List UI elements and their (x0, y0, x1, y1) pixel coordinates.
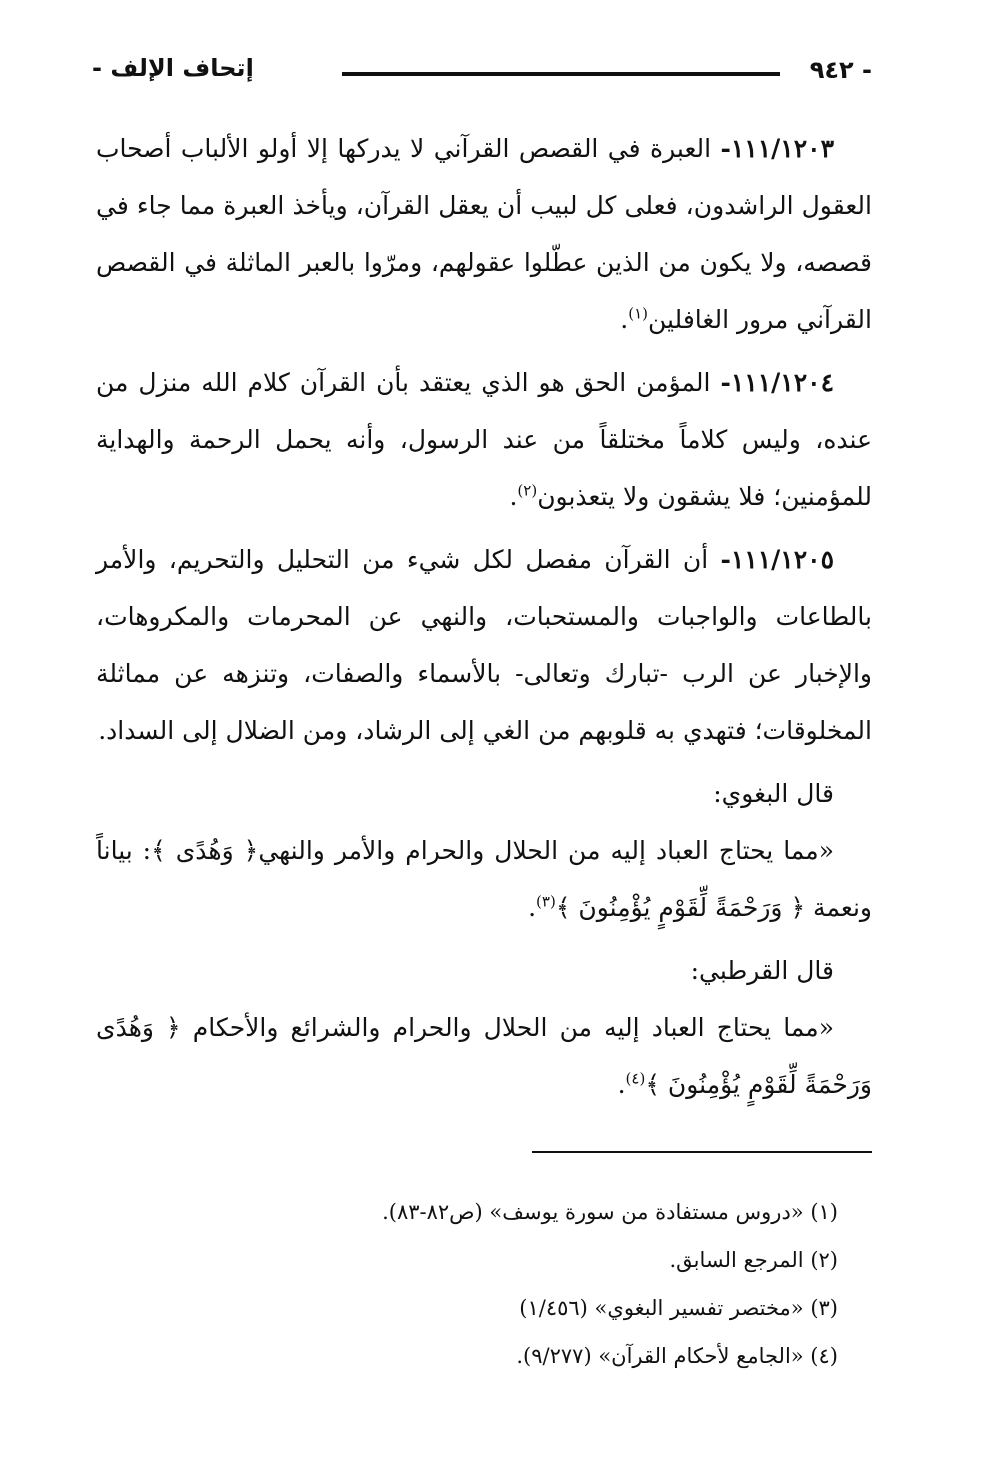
quote-end: . (617, 1070, 626, 1099)
paragraph-text: العبرة في القصص القرآني لا يدركها إلا أولو الألباب أصحاب العقول الراشدون، فعلى كل لبيب أن يعقل القرآن، ويأخذ العبرة مما جاء في قصصه، ولا يكون من الذين عطّلوا عقولهم، ومرّوا بالعبر الماثلة في القصص القرآني مرور الغافلين (96, 134, 872, 334)
quote-label-qurtubi: قال القرطبي: (690, 956, 834, 985)
paragraph-text: المؤمن الحق هو الذي يعتقد بأن القرآن كلام الله منزل من عنده، وليس كلاماً مختلقاً من عند الرسول، وأنه يحمل الرحمة والهداية للمؤمنين؛ فلا يشقون ولا يتعذبون (96, 368, 872, 511)
page-header (92, 52, 872, 92)
footnote-ref: (٢) (517, 481, 538, 500)
paragraph-number: ١١١/١٢٠٣- (720, 134, 834, 163)
quote-text: «مما يحتاج العباد إليه من الحلال والحرام والأمر والنهي﴿ وَهُدًى ﴾: بياناً ونعمة ﴿ وَرَحْمَةً لِّقَوْمٍ يُؤْمِنُونَ ﴾ (96, 836, 872, 922)
footnote-2: (٢) المرجع السابق. (669, 1248, 838, 1272)
page-number: - ٩٤٢ (809, 56, 872, 84)
footnote-ref: (٣) (536, 892, 556, 911)
quote-baghawi (96, 822, 872, 936)
paragraph-text: أن القرآن مفصل لكل شيء من التحليل والتحريم، والأمر بالطاعات والواجبات والمستحبات، والنهي عن المحرمات والمكروهات، والإخبار عن الرب -تبارك وتعالى- بالأسماء والصفات، وتنزهه عن مماثلة المخلوقات؛ فتهدي به قلوبهم من الغي إلى الرشاد، ومن الضلال إلى السداد. (96, 545, 872, 745)
footnote-ref: (٤) (625, 1069, 646, 1088)
footnote-4: (٤) «الجامع لأحكام القرآن» (٩/٢٧٧). (516, 1344, 838, 1368)
quote-text: «مما يحتاج العباد إليه من الحلال والحرام والشرائع والأحكام ﴿ وَهُدًى وَرَحْمَةً لِّقَوْمٍ يُؤْمِنُونَ ﴾ (96, 1013, 872, 1099)
main-text (96, 120, 872, 1119)
paragraph-1204 (96, 354, 872, 525)
footnotes (278, 1188, 838, 1380)
paragraph-end: . (620, 305, 629, 334)
paragraph-end: . (509, 482, 518, 511)
paragraph-number: ١١١/١٢٠٥- (720, 545, 834, 574)
quote-end: . (528, 893, 537, 922)
footnote-separator (532, 1151, 872, 1153)
footnote-ref: (١) (628, 304, 648, 323)
footnote-3: (٣) «مختصر تفسير البغوي» (١/٤٥٦) (519, 1296, 838, 1320)
paragraph-1203 (96, 120, 872, 348)
paragraph-number: ١١١/١٢٠٤- (720, 368, 834, 397)
running-title: إتحاف الإلف - (92, 54, 254, 82)
quote-label-baghawi: قال البغوي: (713, 779, 834, 808)
paragraph-1205 (96, 531, 872, 759)
footnote-1: (١) «دروس مستفادة من سورة يوسف» (ص٨٢-٨٣). (382, 1200, 838, 1224)
header-rule (342, 72, 780, 76)
quote-qurtubi (96, 999, 872, 1113)
